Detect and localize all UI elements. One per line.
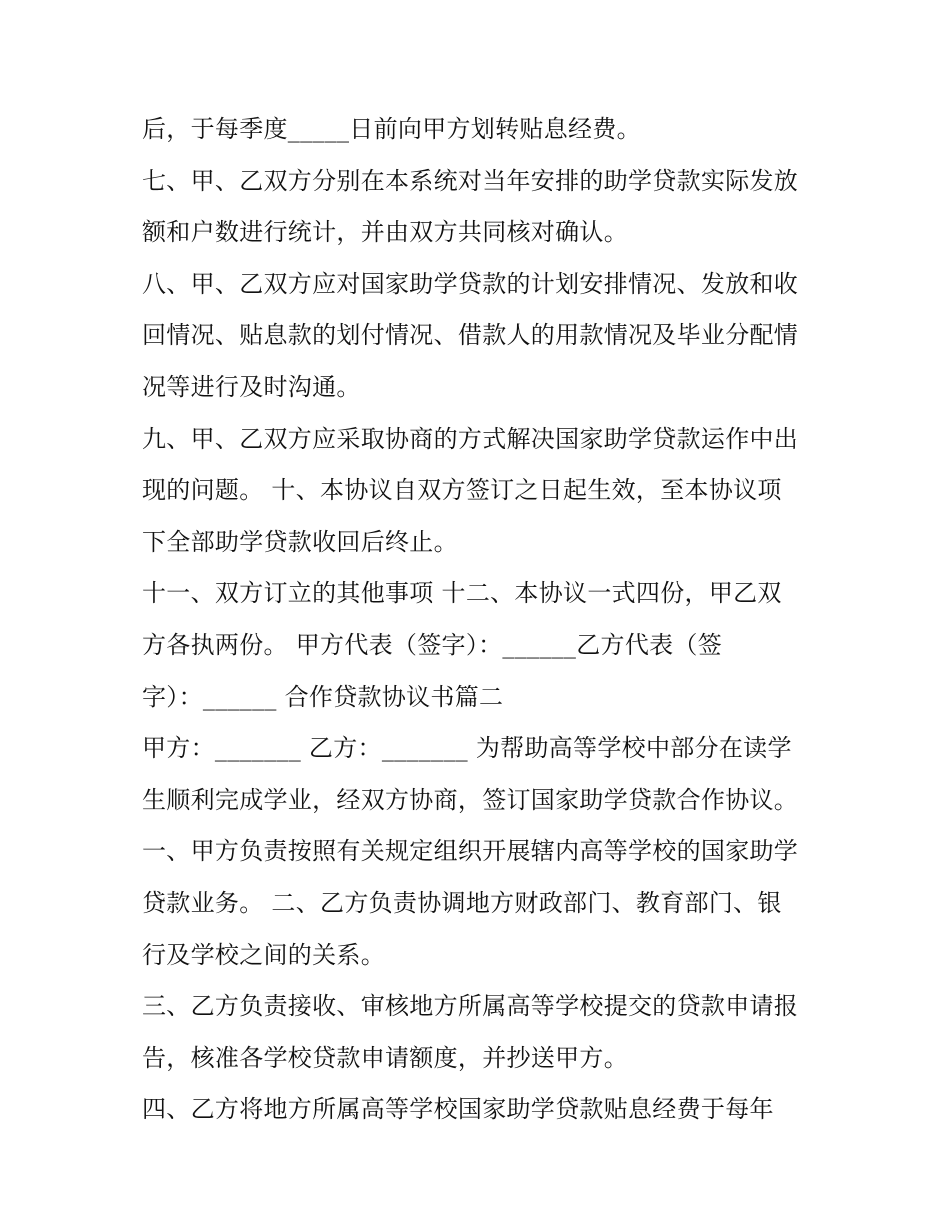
text-line: 回情况、贴息款的划付情况、借款人的用款情况及毕业分配情 — [142, 321, 799, 350]
text-line: 现的问题。 十、本协议自双方签订之日起生效，至本协议项 — [142, 476, 782, 505]
text-line: 十一、双方订立的其他事项 十二、本协议一式四份，甲乙双 — [142, 579, 782, 608]
text-line: 字）：______ 合作贷款协议书篇二 — [142, 682, 504, 711]
text-line: 七、甲、乙双方分别在本系统对当年安排的助学贷款实际发放 — [142, 166, 799, 195]
text-line: 下全部助学贷款收回后终止。 — [142, 527, 458, 556]
text-line: 方各执两份。 甲方代表（签字）：______乙方代表（签 — [142, 630, 723, 659]
text-line: 后，于每季度_____日前向甲方划转贴息经费。 — [142, 115, 641, 143]
text-line: 八、甲、乙双方应对国家助学贷款的计划安排情况、发放和收 — [142, 269, 799, 298]
text-line: 四、乙方将地方所属高等学校国家助学贷款贴息经费于每年 — [142, 1095, 774, 1124]
text-line: 行及学校之间的关系。 — [142, 940, 385, 969]
text-line: 九、甲、乙双方应采取协商的方式解决国家助学贷款运作中出 — [142, 424, 799, 453]
text-line: 甲方：_______ 乙方：_______ 为帮助高等学校中部分在读学 — [142, 734, 792, 763]
text-line: 况等进行及时沟通。 — [142, 372, 361, 401]
document-body — [142, 104, 822, 1136]
text-line: 额和户数进行统计，并由双方共同核对确认。 — [142, 218, 628, 247]
text-line: 贷款业务。 二、乙方负责协调地方财政部门、教育部门、银 — [142, 888, 782, 917]
text-line: 告，核准各学校贷款申请额度，并抄送甲方。 — [142, 1043, 628, 1072]
text-line: 一、甲方负责按照有关规定组织开展辖内高等学校的国家助学 — [142, 837, 799, 866]
text-line: 三、乙方负责接收、审核地方所属高等学校提交的贷款申请报 — [142, 992, 799, 1021]
text-line: 生顺利完成学业，经双方协商，签订国家助学贷款合作协议。 — [142, 785, 799, 814]
